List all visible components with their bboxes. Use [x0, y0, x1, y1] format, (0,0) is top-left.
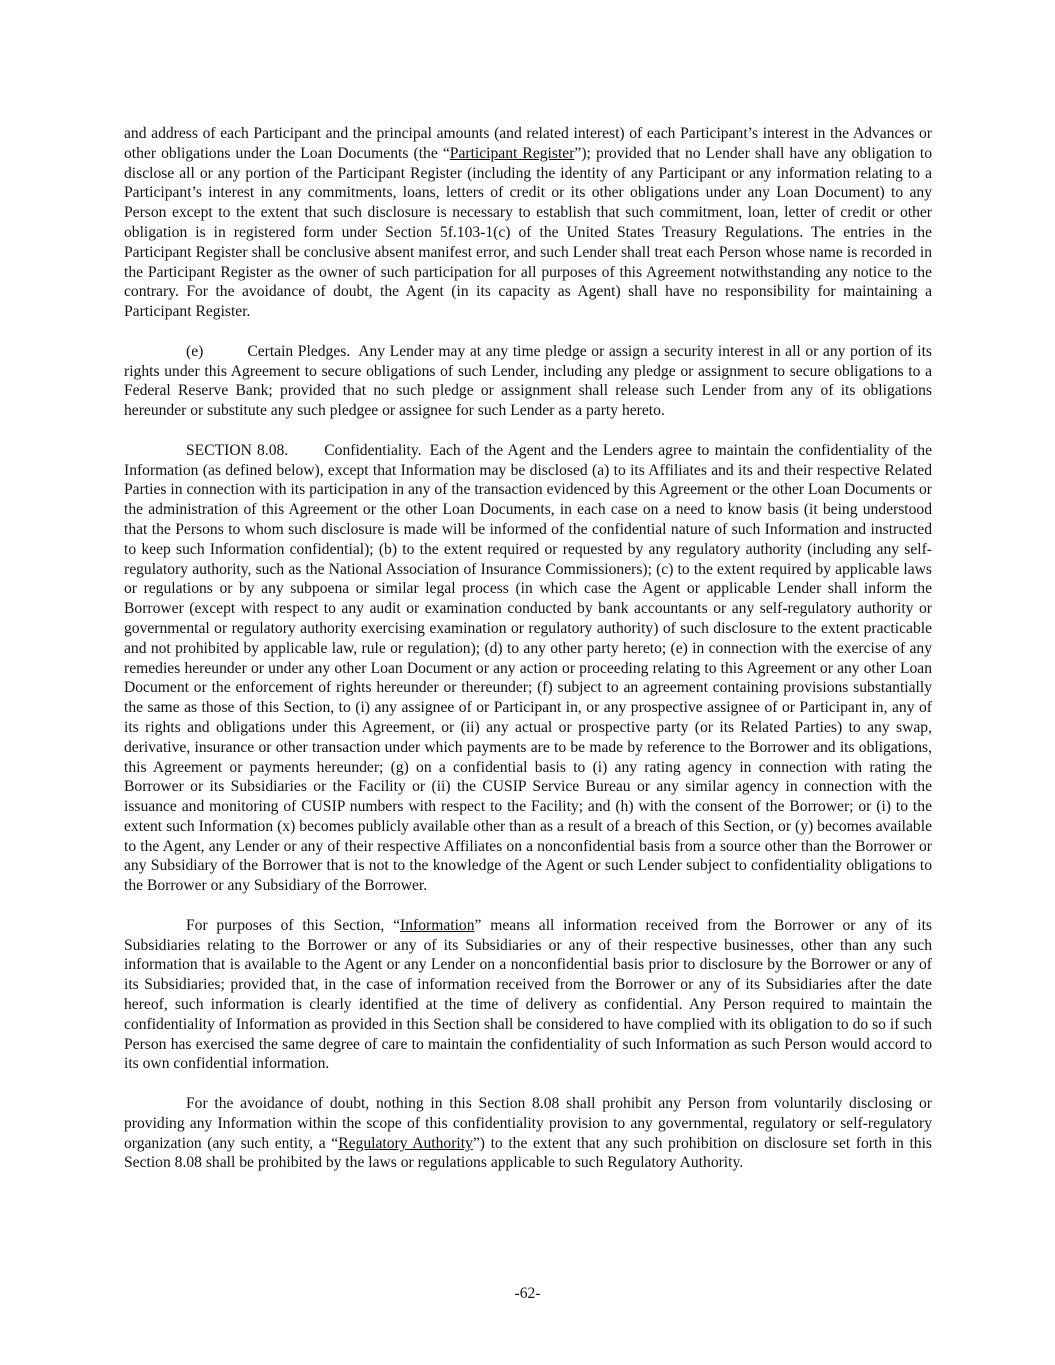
participant-register-paragraph [124, 124, 932, 322]
page-number: -62- [514, 1285, 541, 1302]
para1-after: ”); provided that no Lender shall have any obligation to disclose all or any portion of the Participant Register (including the identity of any Participant or any information relating to a Participant’s interest in any commitments, loans, letters of credit or its other obligations under any Loan Document) to any Person except to the extent that such disclosure is necessary to establish that such commitment, loan, letter of credit or other obligation is in registered form under Section 5f.103-1(c) of the United States Treasury Regulations. The entries in the Participant Register shall be conclusive absent manifest error, and such Lender shall treat each Person whose name is recorded in the Participant Register as the owner of such participation for all purposes of this Agreement notwithstanding any notice to the contrary. For the avoidance of doubt, the Agent (in its capacity as Agent) shall have no responsibility for maintaining a Participant Register. [124, 144, 933, 321]
certain-pledges-paragraph [124, 342, 932, 421]
information-definition-paragraph [124, 916, 932, 1074]
information-term: Information [400, 916, 475, 934]
para1-before: and address of each Participant and the principal amounts (and related interest) of each Participant’s interest in the Advances or other obligations under the Loan Documents (the “ [124, 125, 932, 162]
para5-before: For the avoidance of doubt, nothing in this Section 8.08 shall prohibit any Person from voluntarily disclosing or providing any Information within the scope of this confidentiality provision to any governmental, regulatory or self-regulatory organization (any such entity, a “ [124, 1095, 932, 1152]
regulatory-authority-paragraph [124, 1094, 932, 1173]
document-body [124, 124, 932, 1193]
pledges-body: Any Lender may at any time pledge or assign a security interest in all or any portion of its rights under this Agreement to secure obligations of such Lender, including any pledge or assignment to secure obligations to a Federal Reserve Bank; provided that no such pledge or assignment shall release such Lender from any of its obligations hereunder or substitute any such pledgee or assignee for such Lender as a party hereto. [124, 342, 932, 420]
confidentiality-heading: Confidentiality. [324, 441, 422, 459]
para5-after: ”) to the extent that any such prohibition on disclosure set forth in this Section 8.08 shall be prohibited by the laws or regulations applicable to such Regulatory Authority. [124, 1134, 932, 1172]
regulatory-authority-term: Regulatory Authority [338, 1134, 473, 1152]
participant-register-term: Participant Register [449, 144, 575, 162]
section-number: SECTION 8.08. [186, 441, 289, 459]
para4-before: For purposes of this Section, “ [186, 916, 401, 934]
para4-after: ” means all information received from the Borrower or any of its Subsidiaries relating to the Borrower or any of its Subsidiaries or any of their respective businesses, other than any such information that is available to the Agent or any Lender on a nonconfidential basis prior to disclosure by the Borrower or any of its Subsidiaries; provided that, in the case of information received from the Borrower or any of its Subsidiaries after the date hereof, such information is clearly identified at the time of delivery as confidential. Any Person required to maintain the confidentiality of Information as provided in this Section shall be considered to have complied with its obligation to do so if such Person has exercised the same degree of care to maintain the confidentiality of such Information as such Person would accord to its own confidential information. [124, 916, 932, 1073]
confidentiality-body: Each of the Agent and the Lenders agree to maintain the confidentiality of the Information (as defined below), except that Information may be disclosed (a) to its Affiliates and its and their respective Related Parties in connection with its participation in any of the transaction evidenced by this Agreement or the other Loan Documents or the administration of this Agreement or the other Loan Documents, in each case on a need to know basis (it being understood that the Persons to whom such disclosure is made will be informed of the confidential nature of such Information and instructed to keep such Information confidential); (b) to the extent required or requested by any regulatory authority (including any self-regulatory authority, such as the National Association of Insurance Commissioners); (c) to the extent required by applicable laws or regulations or by any subpoena or similar legal process (in which case the Agent or applicable Lender shall inform the Borrower (except with respect to any audit or examination conducted by bank accountants or any self-regulatory authority or governmental or regulatory authority exercising examination or regulatory authority) of such disclosure to the extent practicable and not prohibited by applicable law, rule or regulation); (d) to any other party hereto; (e) in connection with the exercise of any remedies hereunder or under any other Loan Document or any action or proceeding relating to this Agreement or any other Loan Document or the enforcement of rights hereunder or thereunder; (f) subject to an agreement containing provisions substantially the same as those of this Section, to (i) any assignee of or Participant in, or any prospective assignee of or Participant in, any of its rights and obligations under this Agreement, or (ii) any actual or prospective party (or its Related Parties) to any swap, derivative, insurance or other transaction under which payments are to be made by reference to the Borrower and its obligations, this Agreement or payments hereunder; (g) on a confidential basis to (i) any rating agency in connection with rating the Borrower or its Subsidiaries or the Facility or (ii) the CUSIP Service Bureau or any similar agency in connection with the issuance and monitoring of CUSIP numbers with respect to the Facility; and (h) with the consent of the Borrower; or (i) to the extent such Information (x) becomes publicly available other than as a result of a breach of this Section, or (y) becomes available to the Agent, any Lender or any of their respective Affiliates on a nonconfidential basis from a source other than the Borrower or any Subsidiary of the Borrower that is not to the knowledge of the Agent or such Lender subject to confidentiality obligations to the Borrower or any Subsidiary of the Borrower. [124, 441, 932, 895]
pledges-heading: Certain Pledges. [247, 342, 351, 360]
confidentiality-section-paragraph [124, 441, 932, 896]
pledges-label: (e) [186, 342, 204, 360]
